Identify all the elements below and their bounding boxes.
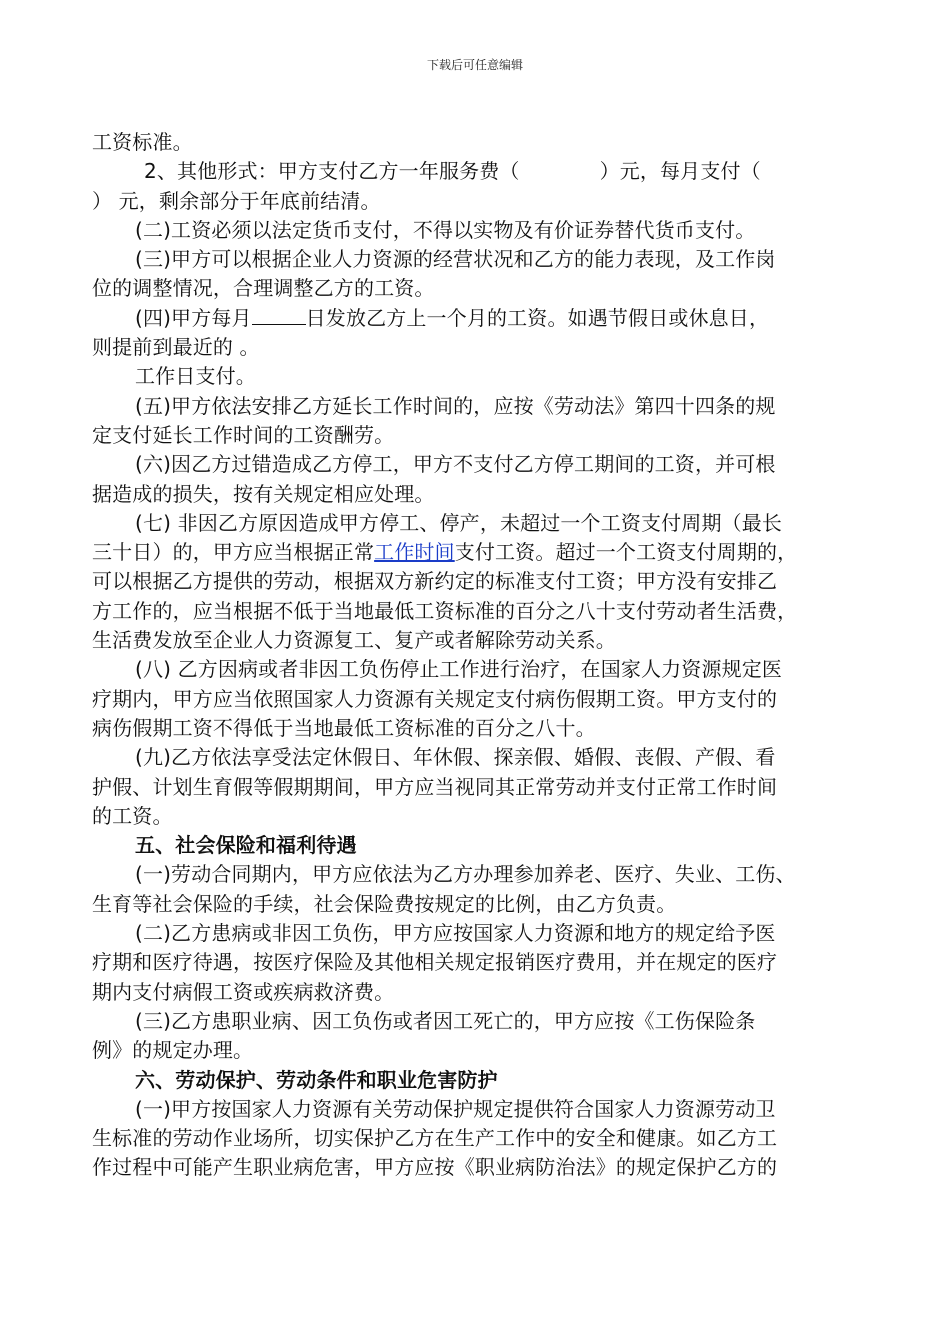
paragraph-line: (一)甲方按国家人力资源有关劳动保护规定提供符合国家人力资源劳动卫 [135,1096,776,1121]
paragraph-line: (三)甲方可以根据企业人力资源的经营状况和乙方的能力表现，及工作岗 [135,247,776,272]
paragraph-line: (九)乙方依法享受法定休假日、年休假、探亲假、婚假、丧假、产假、看 [135,745,776,770]
paragraph-line: 护假、计划生育假等假期期间，甲方应当视同其正常劳动并支付正常工作时间 [92,774,778,799]
working-hours-link[interactable]: 工作时间 [374,540,455,565]
section-heading: 六、劳动保护、劳动条件和职业危害防护 [135,1067,498,1092]
paragraph-line: ） 元，剩余部分于年底前结清。 [92,188,381,213]
paragraph-line: 病伤假期工资不得低于当地最低工资标准的百分之八十。 [92,715,596,740]
paragraph-line: 工资标准。 [92,130,193,154]
document-body [92,128,862,1183]
paragraph-line: (二)工资必须以法定货币支付，不得以实物及有价证券替代货币支付。 [135,217,756,242]
paragraph-line: 工作日支付。 [135,364,256,389]
paragraph-line: (二)乙方患病或非因工负伤，甲方应按国家人力资源和地方的规定给予医 [135,921,776,946]
paragraph-line: 例》的规定办理。 [92,1038,254,1063]
paragraph-line: (六)因乙方过错造成乙方停工，甲方不支付乙方停工期间的工资，并可根 [135,452,776,477]
paragraph-line: 生活费发放至企业人力资源复工、复产或者解除劳动关系。 [92,628,616,653]
paragraph-line: (五)甲方依法安排乙方延长工作时间的，应按《劳动法》第四十四条的规 [135,393,776,418]
paragraph-line: 2、其他形式：甲方支付乙方一年服务费（ ）元，每月支付（ [144,159,761,184]
section-heading: 五、社会保险和福利待遇 [135,833,357,858]
paragraph-line: 生标准的劳动作业场所，切实保护乙方在生产工作中的安全和健康。如乙方工 [92,1126,778,1151]
paragraph-line: 可以根据乙方提供的劳动，根据双方新约定的标准支付工资；甲方没有安排乙 [92,569,778,594]
paragraph-line: 作过程中可能产生职业病危害，甲方应按《职业病防治法》的规定保护乙方的 [92,1155,778,1180]
paragraph-line: (八) 乙方因病或者非因工负伤停止工作进行治疗，在国家人力资源规定医 [135,657,783,682]
paragraph-line: (一)劳动合同期内，甲方应依法为乙方办理参加养老、医疗、失业、工伤、 [135,862,796,887]
page-header: 下载后可任意编辑 [426,58,523,72]
paragraph-line: 则提前到最近的 。 [92,335,260,360]
paragraph-line: (三)乙方患职业病、因工负伤或者因工死亡的，甲方应按《工伤保险条 [135,1008,756,1033]
paragraph-line: 疗期和医疗待遇，按医疗保险及其他相关规定报销医疗费用，并在规定的医疗 [92,950,778,975]
paragraph-line: (四)甲方每月 日发放乙方上一个月的工资。如遇节假日或休息日， [135,305,770,330]
paragraph-line: (七) 非因乙方原因造成甲方停工、停产，未超过一个工资支付周期（最长 [135,510,783,535]
paragraph-line: 据造成的损失，按有关规定相应处理。 [92,481,435,506]
paragraph-line: 位的调整情况，合理调整乙方的工资。 [92,276,435,301]
paragraph-line: 方工作的，应当根据不低于当地最低工资标准的百分之八十支付劳动者生活费， [92,598,798,623]
paragraph-line: 疗期内，甲方应当依照国家人力资源有关规定支付病伤假期工资。甲方支付的 [92,686,778,711]
paragraph-line: 生育等社会保险的手续，社会保险费按规定的比例，由乙方负责。 [92,891,677,916]
paragraph-line: 三十日）的，甲方应当根据正常工作时间支付工资。超过一个工资支付周期的， [92,540,798,565]
paragraph-line: 定支付延长工作时间的工资酬劳。 [92,422,395,447]
paragraph-line: 的工资。 [92,803,173,828]
fill-in-blank [252,306,306,325]
paragraph-line: 期内支付病假工资或疾病救济费。 [92,979,395,1004]
